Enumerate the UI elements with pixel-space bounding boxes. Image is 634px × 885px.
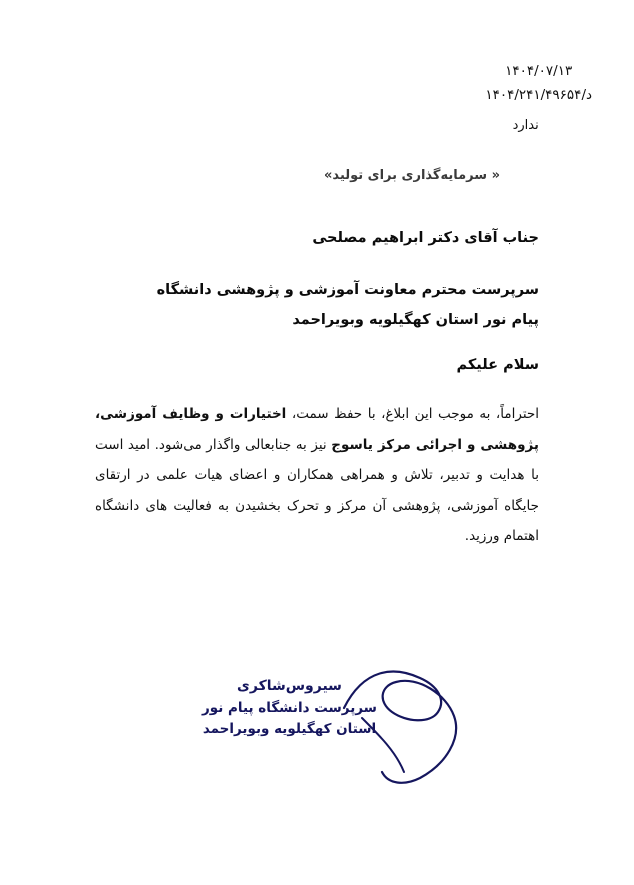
signer-title-line-1: سرپرست دانشگاه پیام نور: [202, 699, 377, 716]
signer-title-line-2: استان کهگیلویه وبویراحمد: [202, 721, 377, 738]
body-text-part-1: احتراماً، به موجب این ابلاغ، با حفظ سمت،: [286, 406, 539, 423]
addressee-name: جناب آقای دکتر ابراهیم مصلحی: [312, 230, 539, 246]
body-paragraph: [95, 399, 539, 551]
addressee-title: [95, 275, 539, 336]
body-text-emphasis: اختیارات و وظایف آموزشی، پژوهشی و اجرائی مرکز یاسوج: [95, 406, 540, 453]
body-text-part-2: نیز به جنابعالی واگذار می‌شود. امید است با هدایت و تدبیر، تلاش و همراهی همکاران و اعضای هیات علمی در ارتقای جایگاه آموزشی، پژوهشی آن مرکز و تحرک بخشیدن به فعالیت های دانشگاه اهتمام ورزید.: [95, 436, 539, 544]
document-header: [485, 60, 592, 138]
greeting-text: سلام علیکم: [456, 357, 539, 374]
document-body: [95, 225, 539, 551]
signer-name: سیروس‌شاکری: [237, 678, 342, 694]
document-number: د/۱۴۰۴/۲۴۱/۴۹۶۵۴: [485, 86, 592, 103]
year-slogan: « سرمایه‌گذاری برای تولید»: [324, 168, 500, 183]
addressee-title-line-2: پیام نور استان کهگیلویه وبویراحمد: [292, 311, 539, 328]
document-date: ۱۴۰۴/۰۷/۱۳: [505, 63, 573, 79]
addressee-title-line-1: سرپرست محترم معاونت آموزشی و پژوهشی دانشگاه: [156, 281, 539, 298]
signature-block: [0, 676, 634, 741]
document-attachment: ندارد: [512, 118, 539, 134]
